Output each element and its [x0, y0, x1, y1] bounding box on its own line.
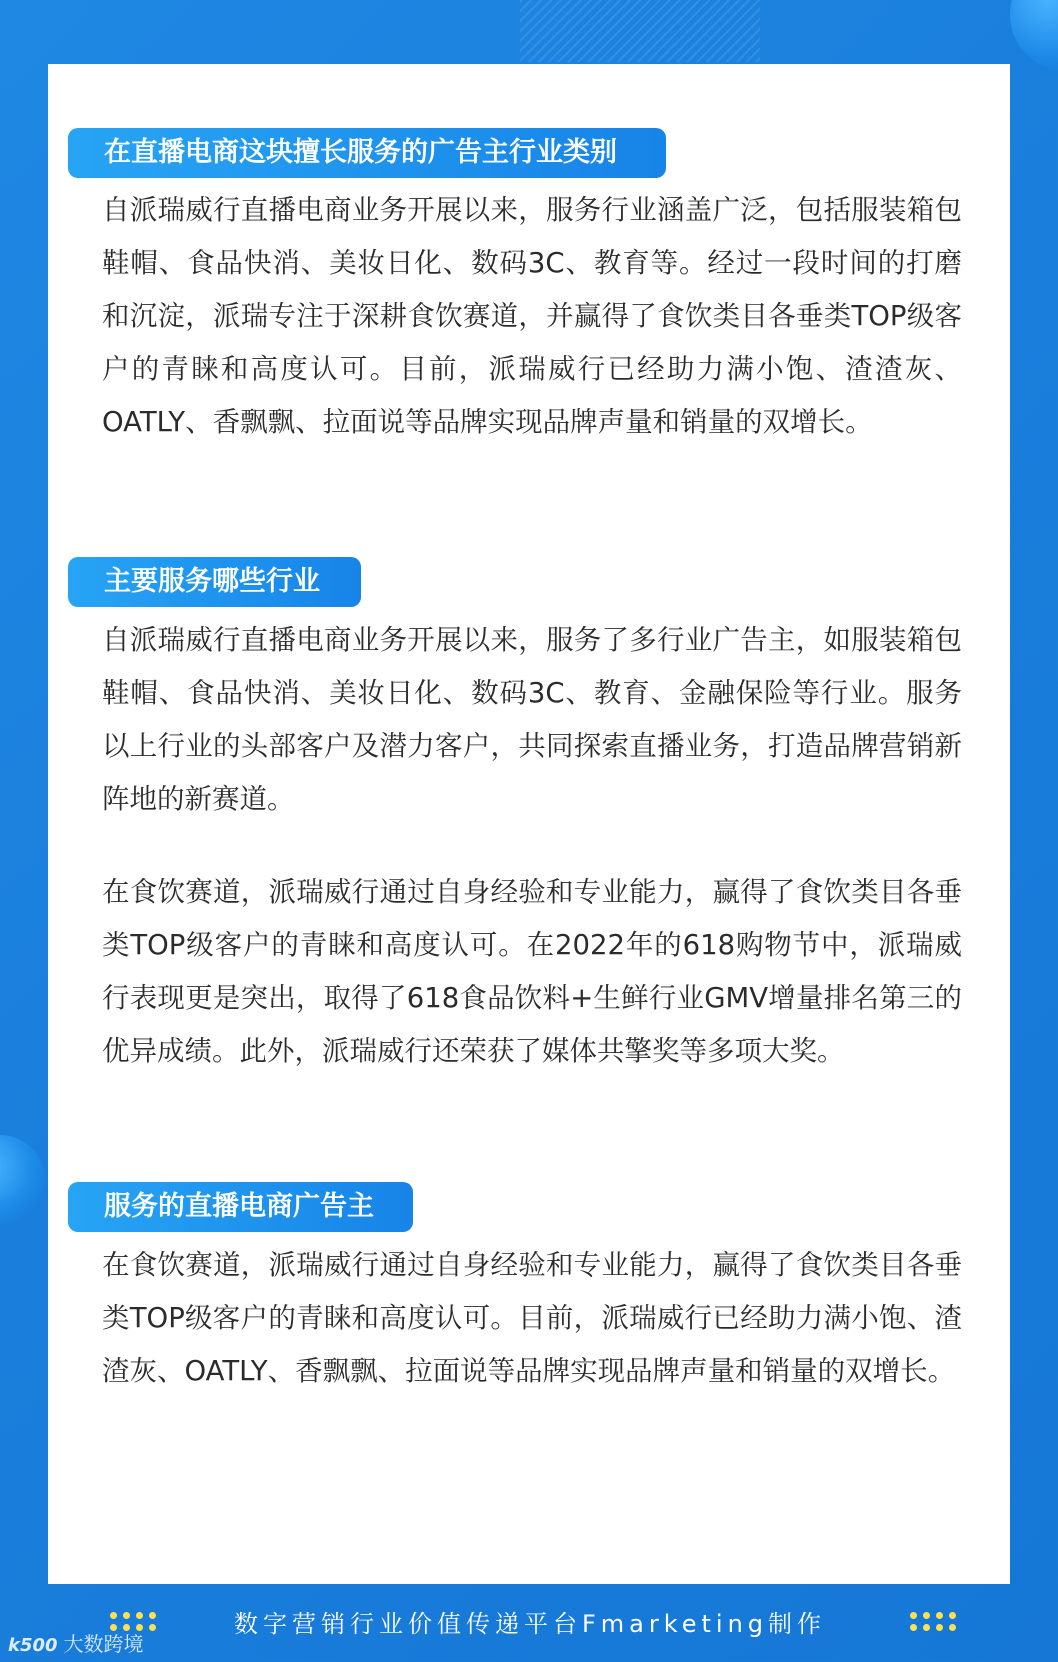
section-3-paragraph: 在食饮赛道，派瑞威行通过自身经验和专业能力，赢得了食饮类目各垂类TOP级客户的青睐和高度认可。目前，派瑞威行已经助力满小饱、渣渣灰、OATLY、香飘飘、拉面说等品牌实现品牌声量和销量的双增长。 [102, 1249, 962, 1387]
content-panel [48, 64, 1010, 1584]
dots-decoration-left-icon [110, 1612, 156, 1631]
decorative-circle-left [0, 1135, 45, 1225]
watermark-text: 大数跨境 [63, 1632, 144, 1656]
section-2-paragraph-2: 在食饮赛道，派瑞威行通过自身经验和专业能力，赢得了食饮类目各垂类TOP级客户的青睐和高度认可。在2022年的618购物节中，派瑞威行表现更是突出，取得了618食品饮料+生鲜行业GMV增量排名第三的优异成绩。此外，派瑞威行还荣获了媒体共擎奖等多项大奖。 [102, 876, 962, 1067]
watermark [8, 1630, 144, 1658]
watermark-logo-icon: k500 [8, 1635, 58, 1656]
section-heading-industry-categories: 在直播电商这块擅长服务的广告主行业类别 [68, 128, 666, 178]
dots-decoration-right-icon [910, 1612, 956, 1631]
footer-bar [0, 1600, 1058, 1648]
section-2-paragraph-1: 自派瑞威行直播电商业务开展以来，服务了多行业广告主，如服装箱包鞋帽、食品快消、美妆日化、数码3C、教育、金融保险等行业。服务以上行业的头部客户及潜力客户，共同探索直播业务，打造品牌营销新阵地的新赛道。 [102, 624, 962, 815]
decorative-stripes [520, 0, 760, 62]
section-1-paragraph: 自派瑞威行直播电商业务开展以来，服务行业涵盖广泛，包括服装箱包鞋帽、食品快消、美妆日化、数码3C、教育等。经过一段时间的打磨和沉淀，派瑞专注于深耕食饮赛道，并赢得了食饮类目各垂类TOP级客户的青睐和高度认可。目前，派瑞威行已经助力满小饱、渣渣灰、OATLY、香飘飘、拉面说等品牌实现品牌声量和销量的双增长。 [102, 194, 962, 438]
decorative-circle-top-right [1010, 0, 1058, 70]
section-heading-advertisers: 服务的直播电商广告主 [68, 1182, 413, 1232]
footer-text: 数字营销行业价值传递平台Fmarketing制作 [233, 1610, 827, 1638]
section-heading-main-industries: 主要服务哪些行业 [68, 557, 361, 607]
